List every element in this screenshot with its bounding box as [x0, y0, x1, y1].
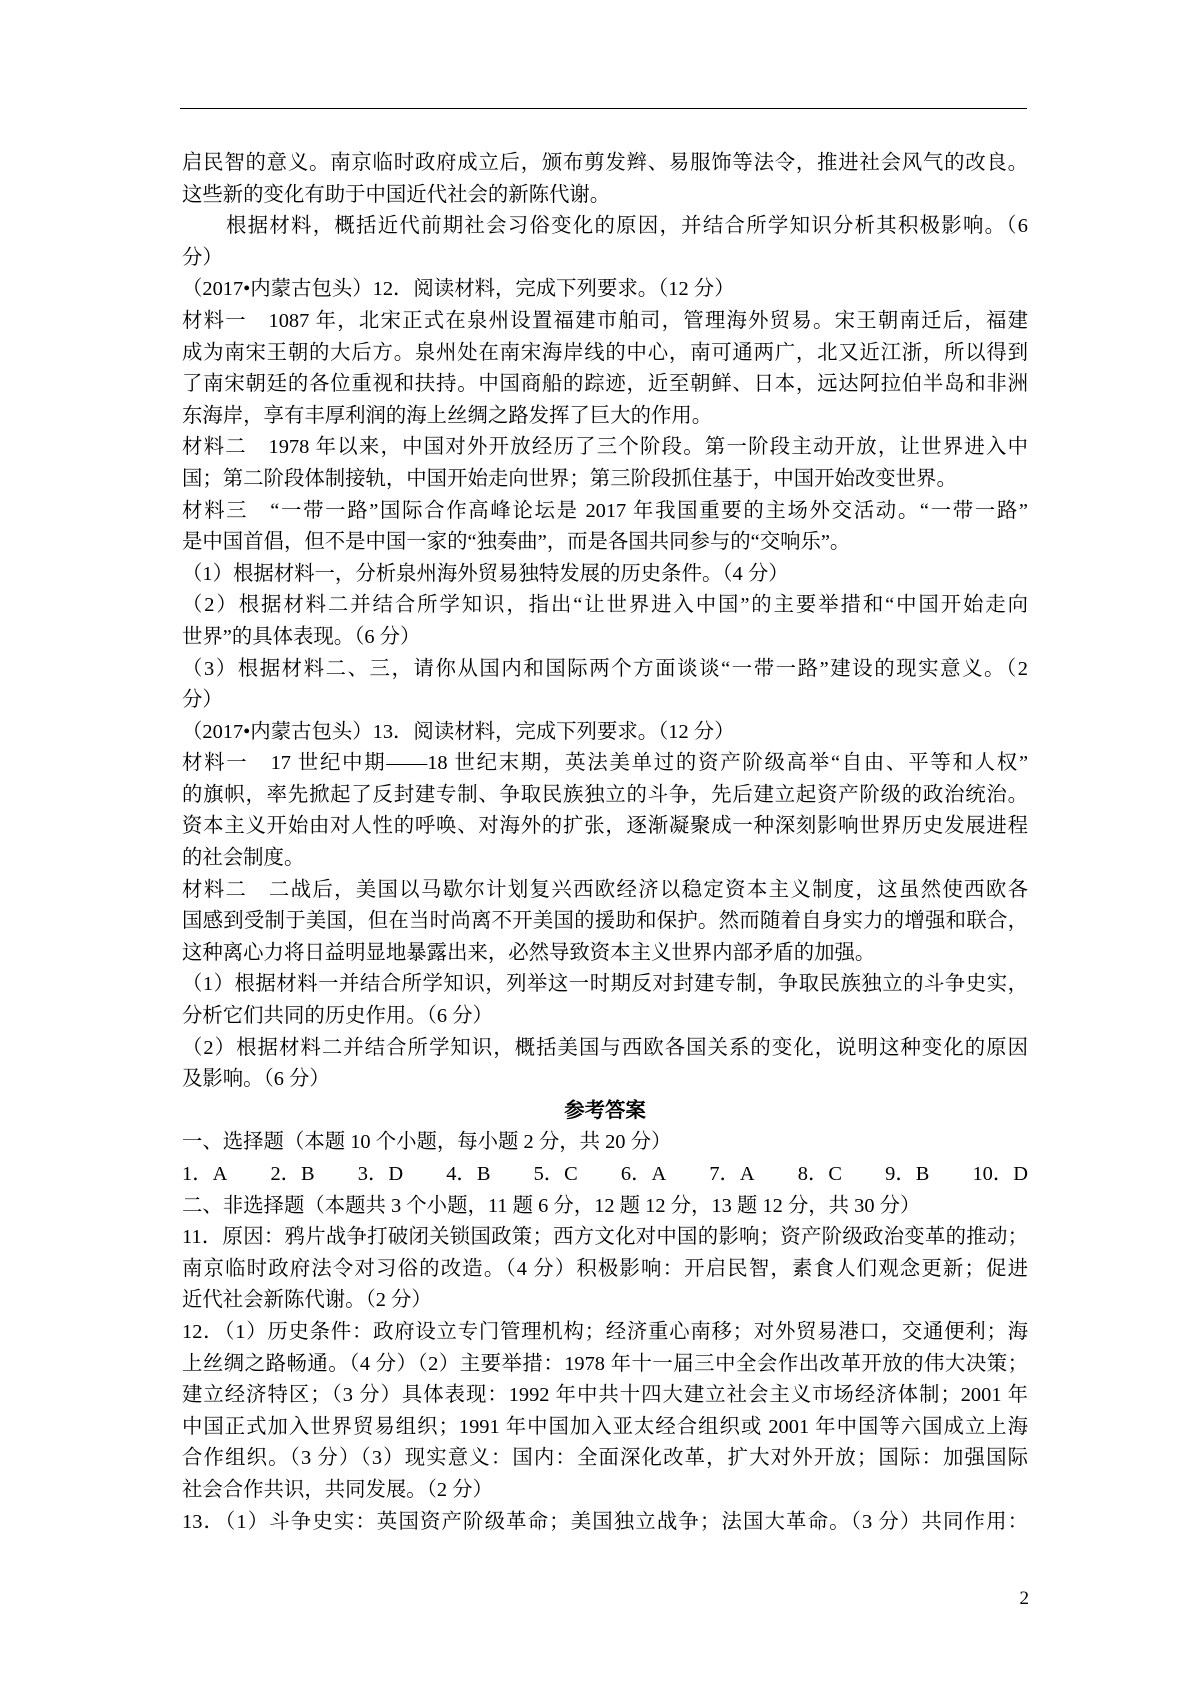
q13-question-2-line: 及影响。（6 分） [182, 1068, 330, 1091]
q12-material-1-line: 东海岸，享有丰厚利润的海上丝绸之路发挥了巨大的作用。 [182, 404, 713, 427]
q13-question-1-line: （1）根据材料一并结合所学知识，列举这一时期反对封建专制，争取民族独立的斗争史实， [182, 973, 1028, 996]
header-rule [180, 108, 1027, 109]
choice-answer: 3．D [357, 1163, 404, 1185]
q12-material-3-line: 是中国首倡，但不是中国一家的“独奏曲”，而是各国共同参与的“交响乐”。 [182, 531, 851, 554]
choice-answer: 10．D [972, 1163, 1028, 1185]
q13-material-1-line: 的旗帜，率先掀起了反封建专制、争取民族独立的斗争，先后建立起资产阶级的政治统治。 [182, 783, 1028, 806]
choice-answer: 7．A [709, 1163, 755, 1185]
choice-answer: 5．C [533, 1163, 578, 1185]
q13-material-1-line: 材料一 17 世纪中期——18 世纪末期，英法美单过的资产阶级高举“自由、平等和人权” [182, 752, 1028, 775]
answer-11-line: 近代社会新陈代谢。（2 分） [182, 1289, 432, 1312]
q13-material-2-line: 这种离心力将日益明显地暴露出来，必然导致资本主义世界内部矛盾的加强。 [182, 941, 876, 964]
q13-material-2-line: 国感到受制于美国，但在当时尚离不开美国的援助和保护。然而随着自身实力的增强和联合， [182, 910, 1028, 933]
q13-material-1-line: 的社会制度。 [182, 847, 305, 870]
page-number: 2 [1019, 1588, 1029, 1609]
answer-12-line: 12．（1）历史条件：政府设立专门管理机构；经济重心南移；对外贸易港口，交通便利；海 [182, 1320, 1028, 1343]
q13-heading: （2017•内蒙古包头）13．阅读材料，完成下列要求。（12 分） [182, 720, 735, 743]
q12-question-3-line: （3）根据材料二、三，请你从国内和国际两个方面谈谈“一带一路”建设的现实意义。（2 [182, 657, 1028, 680]
answer-11-line: 11．原因：鸦片战争打破闭关锁国政策；西方文化对中国的影响；资产阶级政治变革的推动； [182, 1226, 1028, 1249]
q11-instruction-line: 根据材料，概括近代前期社会习俗变化的原因，并结合所学知识分析其积极影响。（6 [226, 215, 1028, 238]
q12-material-1-line: 了南宋朝廷的各位重视和扶持。中国商船的踪迹，近至朝鲜、日本，远达阿拉伯半岛和非洲 [182, 373, 1028, 396]
q12-material-1-line: 材料一 1087 年，北宋正式在泉州设置福建市舶司，管理海外贸易。宋王朝南迁后，福建 [182, 309, 1028, 332]
q12-question-2-line: 世界”的具体表现。（6 分） [182, 625, 421, 648]
q12-material-2-line: 国；第二阶段体制接轨，中国开始走向世界；第三阶段抓住基于，中国开始改变世界。 [182, 467, 957, 490]
page-body [182, 148, 1028, 1538]
choice-answer: 4．B [446, 1163, 491, 1185]
q11-instruction-line: 分） [182, 246, 223, 269]
choice-answer: 8．C [797, 1163, 842, 1185]
q13-question-1-line: 分析它们共同的历史作用。（6 分） [182, 1005, 493, 1028]
q12-material-2-line: 材料二 1978 年以来，中国对外开放经历了三个阶段。第一阶段主动开放，让世界进入中 [182, 436, 1028, 459]
q12-heading: （2017•内蒙古包头）12．阅读材料，完成下列要求。（12 分） [182, 278, 735, 301]
q13-material-2-line: 材料二 二战后，美国以马歇尔计划复兴西欧经济以稳定资本主义制度，这虽然使西欧各 [182, 878, 1028, 901]
choice-answer: 1．A [182, 1163, 228, 1185]
q11-material-line: 这些新的变化有助于中国近代社会的新陈代谢。 [182, 183, 611, 206]
choice-answer: 2．B [270, 1163, 315, 1185]
q12-material-1-line: 成为南宋王朝的大后方。泉州处在南宋海岸线的中心，南可通两广，北又近江浙，所以得到 [182, 341, 1028, 364]
q12-question-3-line: 分） [182, 689, 223, 712]
choice-answers-row [182, 1159, 1028, 1191]
q13-material-1-line: 资本主义开始由对人性的呼唤、对海外的扩张，逐渐凝聚成一种深刻影响世界历史发展进程 [182, 815, 1028, 838]
answer-12-line: 社会合作共识，共同发展。（2 分） [182, 1478, 493, 1501]
answer-12-line: 上丝绸之路畅通。（4 分）（2）主要举措：1978 年十一届三中全会作出改革开放的伟大决策； [182, 1352, 1028, 1375]
q12-question-1-line: （1）根据材料一，分析泉州海外贸易独特发展的历史条件。（4 分） [182, 562, 789, 585]
answer-11-line: 南京临时政府法令对习俗的改造。（4 分）积极影响：开启民智，素食人们观念更新；促进 [182, 1257, 1028, 1280]
answer-13-line: 13．（1）斗争史实：英国资产阶级革命；美国独立战争；法国大革命。（3 分）共同作用： [182, 1510, 1028, 1533]
answer-12-line: 中国正式加入世界贸易组织；1991 年中国加入亚太经合组织或 2001 年中国等六国成立上海 [182, 1415, 1028, 1438]
q12-question-2-line: （2）根据材料二并结合所学知识，指出“让世界进入中国”的主要举措和“中国开始走向 [182, 594, 1028, 617]
answer-key-title: 参考答案 [564, 1099, 646, 1122]
choice-answer: 9．B [885, 1163, 930, 1185]
answer-12-line: 合作组织。（3 分）（3）现实意义：国内：全面深化改革，扩大对外开放；国际：加强国际 [182, 1447, 1028, 1470]
choice-answer: 6．A [620, 1163, 667, 1185]
non-choice-section-heading: 二、非选择题（本题共 3 个小题，11 题 6 分，12 题 12 分，13 题 12 分，共 30 分） [182, 1194, 921, 1217]
q13-question-2-line: （2）根据材料二并结合所学知识，概括美国与西欧各国关系的变化，说明这种变化的原因 [182, 1036, 1028, 1059]
q12-material-3-line: 材料三 “一带一路”国际合作高峰论坛是 2017 年我国重要的主场外交活动。“一带一路” [182, 499, 1028, 522]
q11-material-line: 启民智的意义。南京临时政府成立后，颁布剪发辫、易服饰等法令，推进社会风气的改良。 [182, 152, 1028, 174]
answer-12-line: 建立经济特区；（3 分）具体表现：1992 年中共十四大建立社会主义市场经济体制；2001 年 [182, 1384, 1028, 1407]
choice-section-heading: 一、选择题（本题 10 个小题，每小题 2 分，共 20 分） [182, 1131, 672, 1154]
